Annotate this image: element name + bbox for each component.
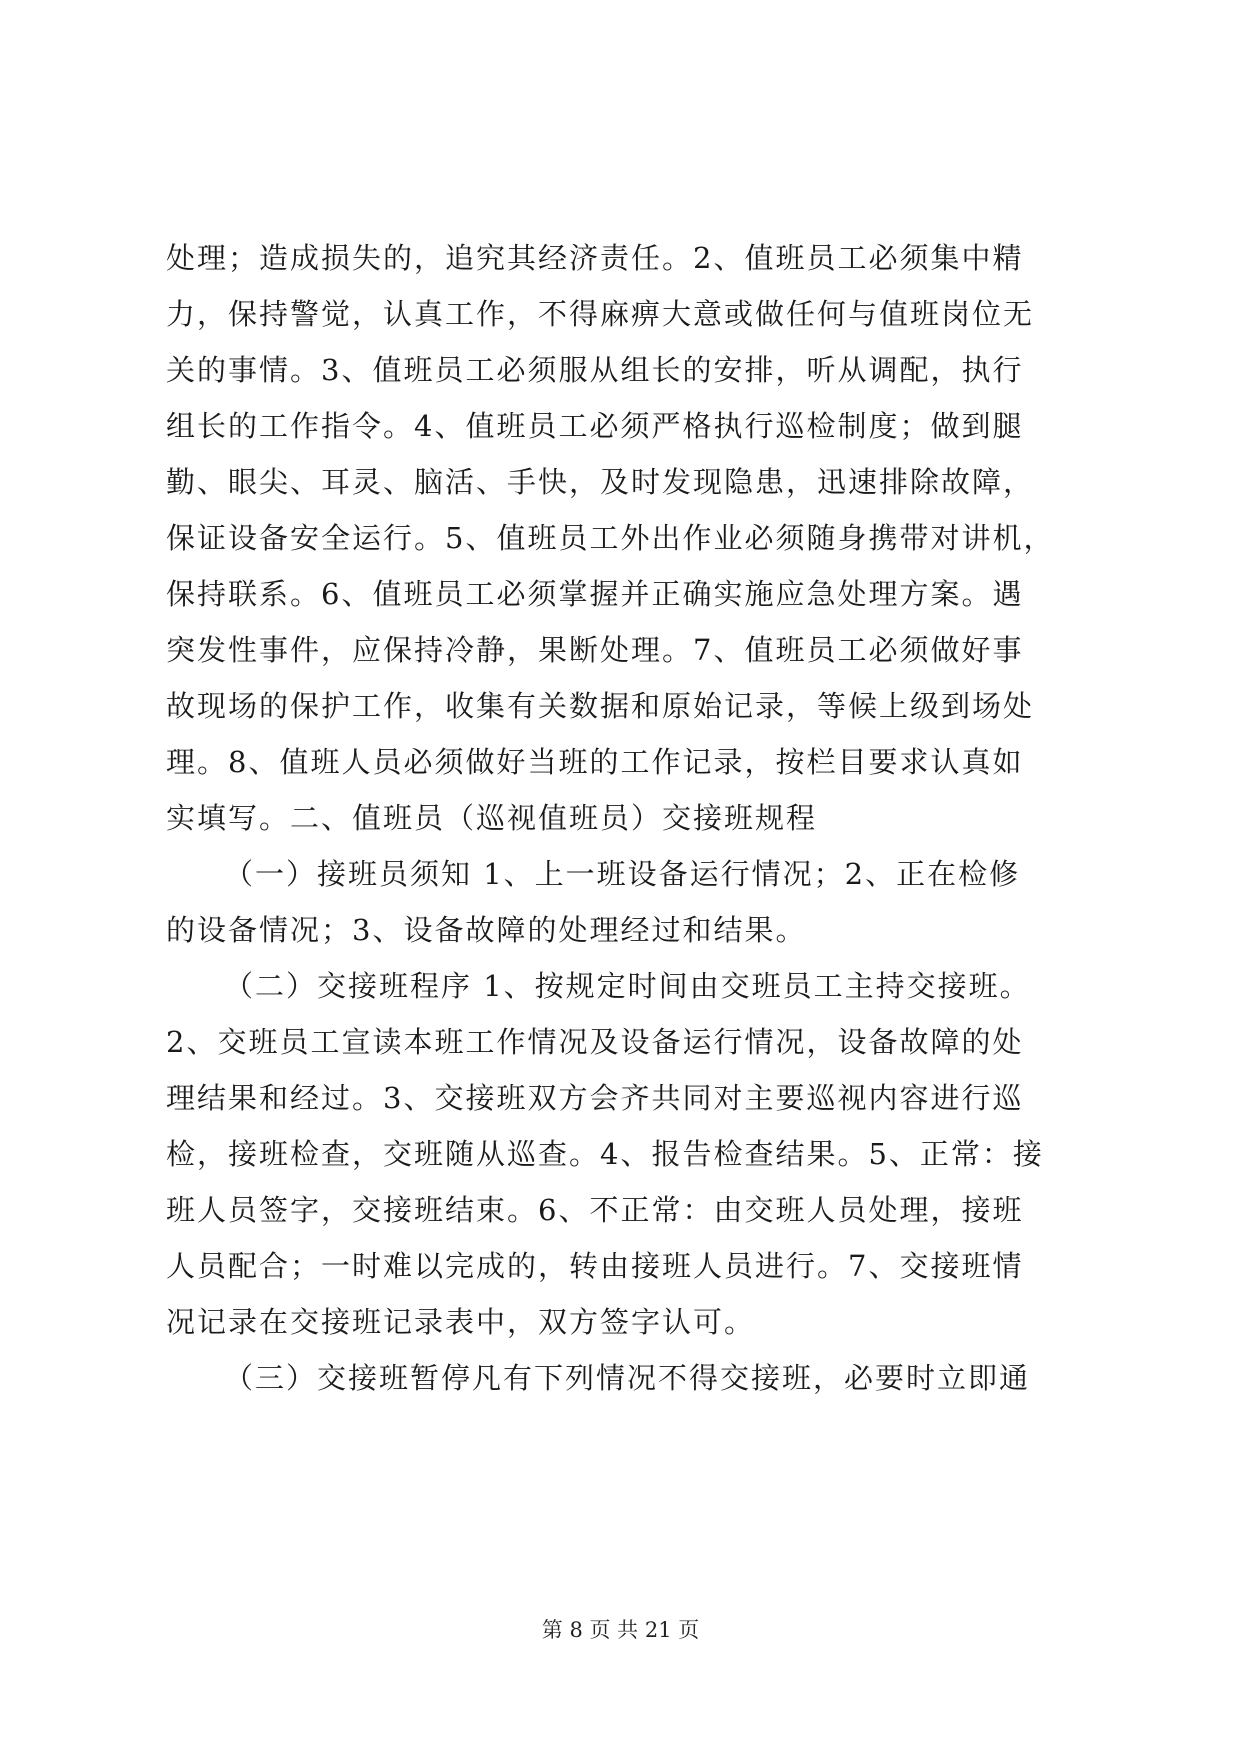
text-line: 保证设备安全运行。5、值班员工外出作业必须随身携带对讲机， [166, 521, 1055, 555]
paragraph-first-line: （一）接班员须知 1、上一班设备运行情况；2、正在检修 [224, 857, 1021, 891]
text-line: 突发性事件，应保持冷静，果断处理。7、值班员工必须做好事 [166, 633, 1024, 667]
text-line: 班人员签字，交接班结束。6、不正常：由交班人员处理，接班 [166, 1193, 1024, 1227]
text-line: 理。8、值班人员必须做好当班的工作记录，按栏目要求认真如 [166, 745, 1024, 779]
page-number-footer: 第 8 页 共 21 页 [541, 1618, 700, 1642]
text-line: 保持联系。6、值班员工必须掌握并正确实施应急处理方案。遇 [166, 577, 1024, 611]
text-line: 组长的工作指令。4、值班员工必须严格执行巡检制度；做到腿 [166, 409, 1024, 443]
text-line: 处理；造成损失的，追究其经济责任。2、值班员工必须集中精 [166, 241, 1024, 275]
text-line: 况记录在交接班记录表中，双方签字认可。 [166, 1305, 756, 1339]
paragraph-first-line: （三）交接班暂停凡有下列情况不得交接班，必要时立即通 [224, 1361, 1031, 1395]
text-line: 人员配合；一时难以完成的，转由接班人员进行。7、交接班情 [166, 1249, 1024, 1283]
text-line: 故现场的保护工作，收集有关数据和原始记录，等候上级到场处 [166, 689, 1035, 723]
text-line: 检，接班检查，交班随从巡查。4、报告检查结果。5、正常：接 [166, 1137, 1044, 1171]
text-line: 的设备情况；3、设备故障的处理经过和结果。 [166, 913, 807, 947]
text-line: 实填写。二、值班员（巡视值班员）交接班规程 [166, 801, 818, 835]
text-line: 勤、眼尖、耳灵、脑活、手快，及时发现隐患，迅速排除故障， [166, 465, 1035, 499]
text-line: 理结果和经过。3、交接班双方会齐共同对主要巡视内容进行巡 [166, 1081, 1024, 1115]
text-line: 2、交班员工宣读本班工作情况及设备运行情况，设备故障的处 [166, 1025, 1024, 1059]
paragraph-first-line: （二）交接班程序 1、按规定时间由交班员工主持交接班。 [224, 969, 1031, 1003]
text-line: 关的事情。3、值班员工必须服从组长的安排，听从调配，执行 [166, 353, 1024, 387]
text-line: 力，保持警觉，认真工作，不得麻痹大意或做任何与值班岗位无 [166, 297, 1035, 331]
